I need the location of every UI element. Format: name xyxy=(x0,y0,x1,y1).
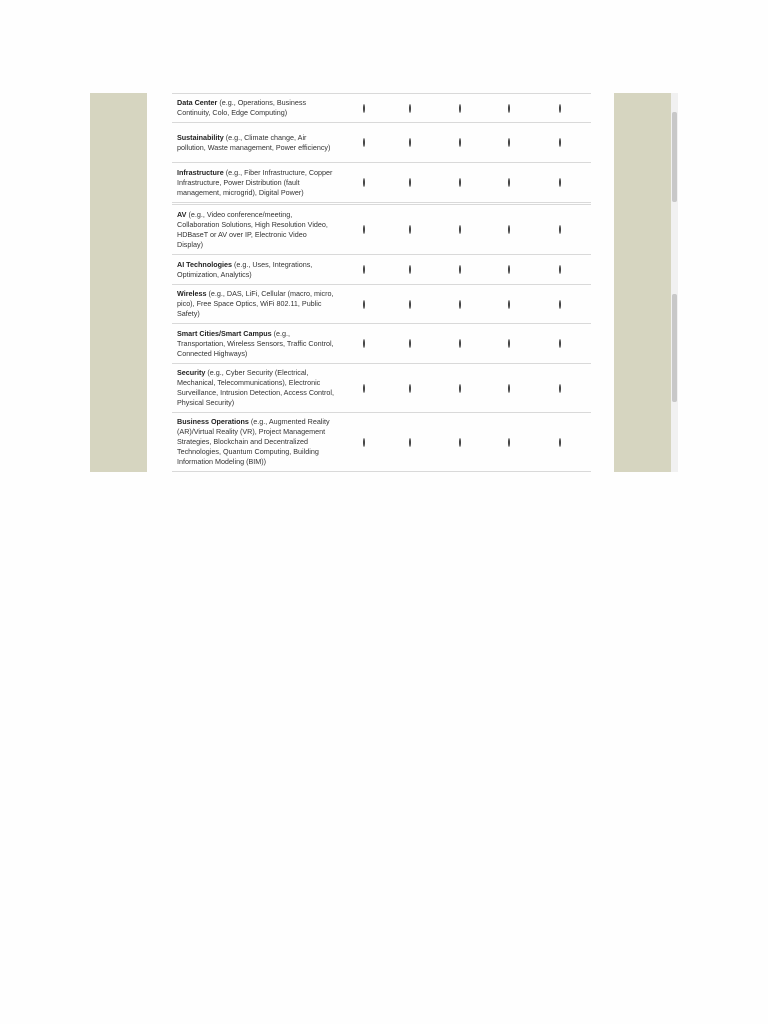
radio-option-3[interactable] xyxy=(459,138,461,147)
rating-matrix xyxy=(172,93,591,472)
row-label: AI Technologies (e.g., Uses, Integrations, Optimization, Analytics) xyxy=(177,259,313,279)
radio-option-3[interactable] xyxy=(459,104,461,113)
left-sidebar-panel xyxy=(90,93,147,472)
radio-option-2[interactable] xyxy=(409,438,411,447)
matrix-row-data-center xyxy=(172,94,591,123)
radio-option-3[interactable] xyxy=(459,265,461,274)
scrollbar-thumb[interactable] xyxy=(672,112,677,202)
matrix-row-smart-cities xyxy=(172,324,591,364)
radio-group xyxy=(334,384,560,393)
row-label: Sustainability (e.g., Climate change, Air pollution, Waste management, Power efficiency) xyxy=(177,132,331,152)
row-label: Smart Cities/Smart Campus (e.g., Transportation, Wireless Sensors, Traffic Control, Connected Highways) xyxy=(177,328,334,358)
radio-option-2[interactable] xyxy=(409,300,411,309)
row-label: Security (e.g., Cyber Security (Electrical, Mechanical, Telecommunications), Electronic Surveillance, Intrusion Detection, Access Control, Physical Security) xyxy=(177,368,335,407)
row-label: Wireless (e.g., DAS, LiFi, Cellular (macro, micro, pico), Free Space Optics, WiFi 802.11, Public Safety) xyxy=(177,289,334,318)
radio-option-4[interactable] xyxy=(508,438,510,447)
radio-option-1[interactable] xyxy=(363,138,365,147)
radio-option-3[interactable] xyxy=(459,384,461,393)
matrix-row-sustainability xyxy=(172,123,591,163)
radio-option-3[interactable] xyxy=(459,225,461,234)
radio-option-4[interactable] xyxy=(508,225,510,234)
scrollbar-thumb-secondary[interactable] xyxy=(672,294,677,402)
radio-group xyxy=(334,265,560,274)
radio-option-2[interactable] xyxy=(409,104,411,113)
radio-option-2[interactable] xyxy=(409,225,411,234)
matrix-row-wireless xyxy=(172,285,591,324)
radio-group xyxy=(334,438,560,447)
radio-option-2[interactable] xyxy=(409,138,411,147)
radio-option-1[interactable] xyxy=(363,300,365,309)
radio-group xyxy=(334,178,560,187)
radio-option-1[interactable] xyxy=(363,339,365,348)
matrix-row-ai-technologies xyxy=(172,255,591,285)
radio-group xyxy=(334,339,560,348)
radio-option-2[interactable] xyxy=(409,339,411,348)
radio-option-5[interactable] xyxy=(559,384,561,393)
radio-option-1[interactable] xyxy=(363,225,365,234)
radio-group xyxy=(334,104,560,113)
radio-option-1[interactable] xyxy=(363,265,365,274)
matrix-row-business-operations xyxy=(172,413,591,472)
radio-option-5[interactable] xyxy=(559,225,561,234)
radio-group xyxy=(334,138,560,147)
radio-option-3[interactable] xyxy=(459,300,461,309)
radio-option-5[interactable] xyxy=(559,138,561,147)
row-label: Data Center (e.g., Operations, Business Continuity, Colo, Edge Computing) xyxy=(177,98,307,117)
radio-option-5[interactable] xyxy=(559,300,561,309)
radio-option-2[interactable] xyxy=(409,384,411,393)
radio-group xyxy=(334,225,560,234)
matrix-row-security xyxy=(172,364,591,413)
radio-option-4[interactable] xyxy=(508,384,510,393)
radio-option-4[interactable] xyxy=(508,104,510,113)
radio-group xyxy=(334,300,560,309)
matrix-row-av xyxy=(172,205,591,255)
row-label: Infrastructure (e.g., Fiber Infrastructure, Copper Infrastructure, Power Distribution (fault management, microgrid), Digital Power) xyxy=(177,167,333,197)
radio-option-4[interactable] xyxy=(508,178,510,187)
radio-option-1[interactable] xyxy=(363,384,365,393)
matrix-row-infrastructure xyxy=(172,163,591,205)
radio-option-3[interactable] xyxy=(459,178,461,187)
radio-option-4[interactable] xyxy=(508,265,510,274)
radio-option-2[interactable] xyxy=(409,265,411,274)
right-sidebar-panel xyxy=(614,93,671,472)
radio-option-4[interactable] xyxy=(508,300,510,309)
radio-option-1[interactable] xyxy=(363,178,365,187)
radio-option-4[interactable] xyxy=(508,138,510,147)
row-label: Business Operations (e.g., Augmented Reality (AR)/Virtual Reality (VR), Project Management Strategies, Blockchain and Decentralized Technologies, Quantum Computing, Building Information Modeling (BIM)) xyxy=(177,417,330,466)
row-label: AV (e.g., Video conference/meeting, Collaboration Solutions, High Resolution Video, HDBaseT or AV over IP, Electronic Video Display) xyxy=(177,209,328,249)
radio-option-5[interactable] xyxy=(559,178,561,187)
radio-option-2[interactable] xyxy=(409,178,411,187)
radio-option-5[interactable] xyxy=(559,104,561,113)
radio-option-5[interactable] xyxy=(559,265,561,274)
radio-option-3[interactable] xyxy=(459,339,461,348)
radio-option-1[interactable] xyxy=(363,104,365,113)
radio-option-5[interactable] xyxy=(559,438,561,447)
radio-option-1[interactable] xyxy=(363,438,365,447)
radio-option-5[interactable] xyxy=(559,339,561,348)
radio-option-3[interactable] xyxy=(459,438,461,447)
radio-option-4[interactable] xyxy=(508,339,510,348)
